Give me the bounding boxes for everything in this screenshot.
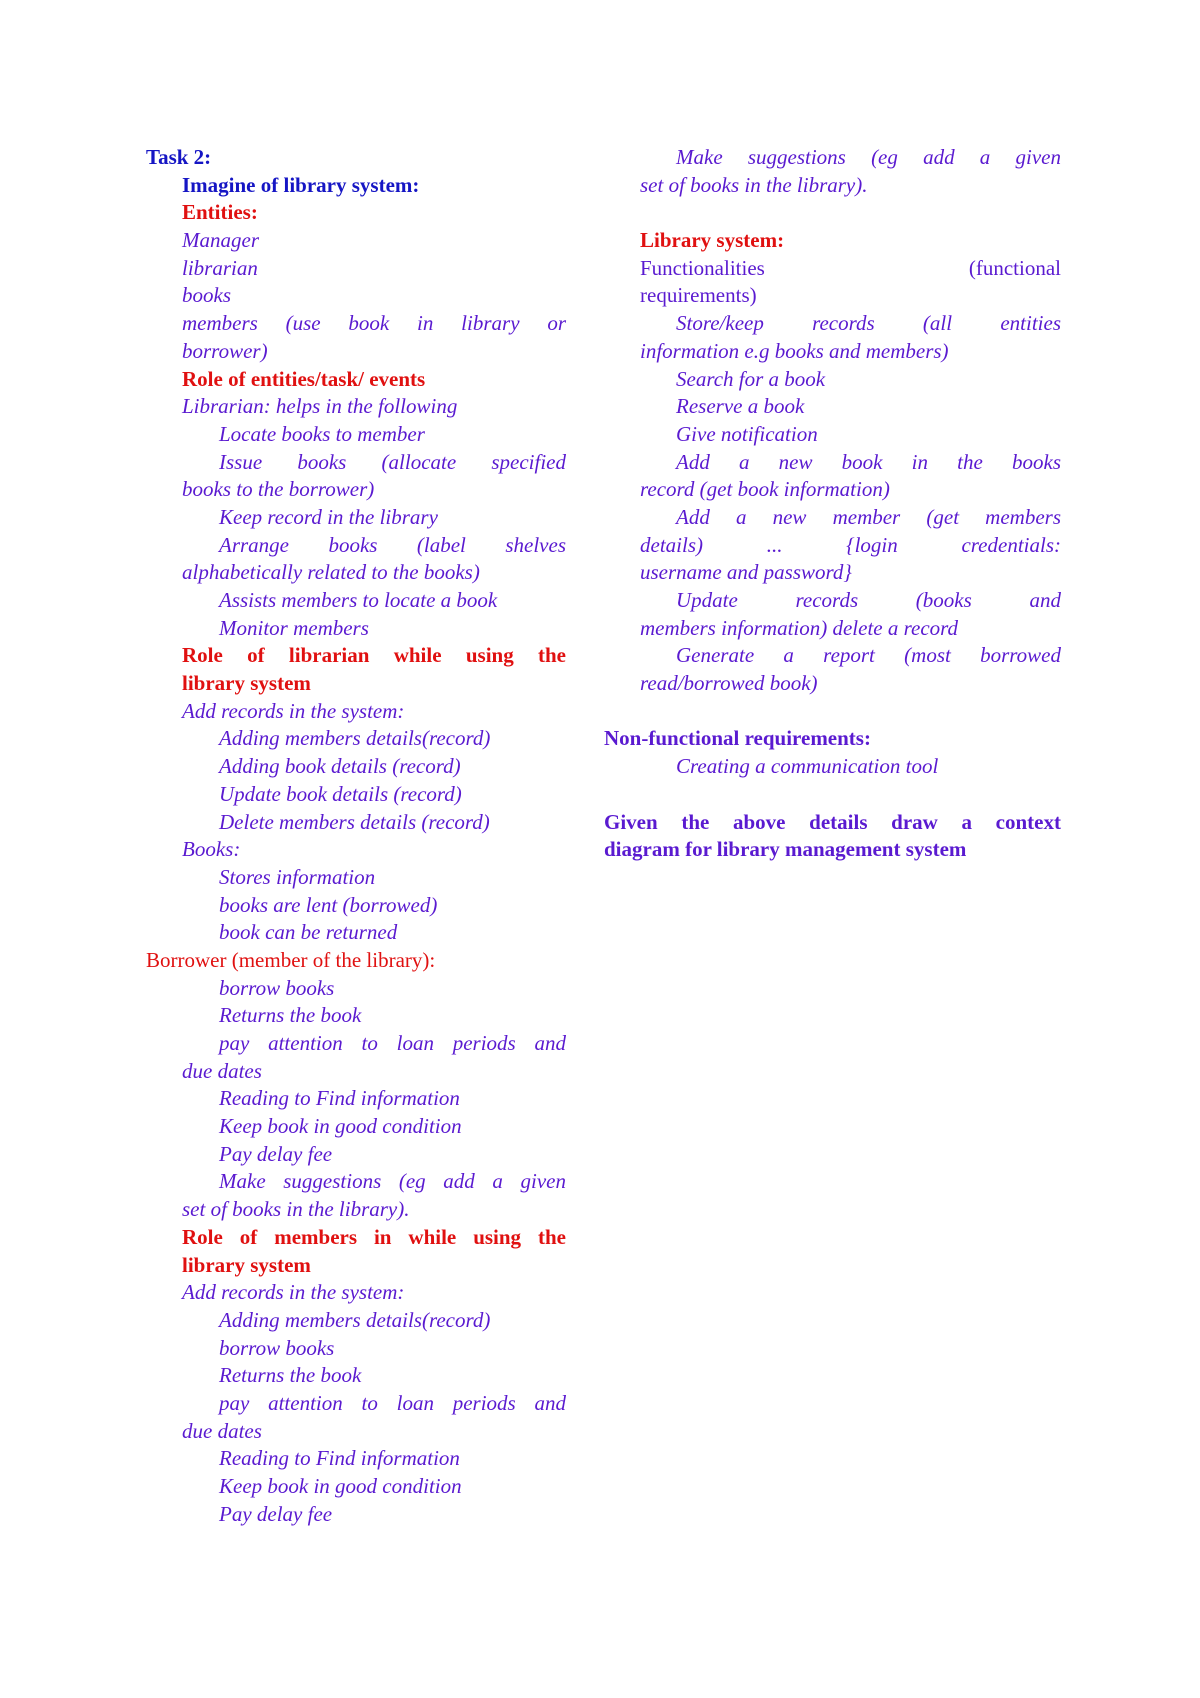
books-label: Books: bbox=[182, 837, 241, 862]
add-records-item: Adding book details (record) bbox=[219, 754, 461, 779]
spacer bbox=[640, 781, 1061, 809]
add-records-item: pay attention to loan periods and bbox=[219, 1390, 566, 1415]
add-records-item: Returns the book bbox=[219, 1363, 362, 1388]
librarian-item: Issue books (allocate specified bbox=[219, 449, 566, 474]
functional-item: Store/keep records (all entities bbox=[676, 311, 1061, 336]
add-records-item: borrow books bbox=[219, 1335, 335, 1360]
functionalities-line: Functionalities (functional bbox=[640, 255, 1061, 280]
functionalities-line: requirements) bbox=[640, 283, 757, 308]
spacer bbox=[640, 698, 1061, 726]
nonfunctional-item: Creating a communication tool bbox=[676, 754, 939, 779]
functional-item: members information) delete a record bbox=[640, 615, 959, 640]
add-records-item: Delete members details (record) bbox=[219, 809, 490, 834]
add-records-label: Add records in the system: bbox=[182, 1280, 405, 1305]
add-records-item: Update book details (record) bbox=[219, 781, 462, 806]
functional-item: Search for a book bbox=[676, 366, 826, 391]
entity-item: librarian bbox=[182, 255, 258, 280]
suggestion-line: set of books in the library). bbox=[640, 172, 868, 197]
borrower-item: due dates bbox=[182, 1058, 262, 1083]
functional-item: record (get book information) bbox=[640, 477, 890, 502]
borrower-item: set of books in the library). bbox=[182, 1197, 410, 1222]
add-records-item: Adding members details(record) bbox=[219, 726, 491, 751]
borrower-item: Reading to Find information bbox=[219, 1086, 460, 1111]
functional-item: information e.g books and members) bbox=[640, 338, 949, 363]
add-records-item: Adding members details(record) bbox=[219, 1307, 491, 1332]
nonfunctional-heading: Non-functional requirements: bbox=[604, 726, 871, 751]
add-records-label: Add records in the system: bbox=[182, 698, 405, 723]
entity-item: Manager bbox=[182, 228, 259, 253]
functional-item: username and password} bbox=[640, 560, 852, 585]
librarian-item: Monitor members bbox=[219, 615, 369, 640]
add-records-item: Keep book in good condition bbox=[219, 1474, 462, 1498]
borrower-item: pay attention to loan periods and bbox=[219, 1031, 566, 1055]
conclusion-line: Given the above details draw a context bbox=[604, 809, 1061, 834]
librarian-item: alphabetically related to the books) bbox=[182, 560, 480, 585]
role-members-heading: Role of members in while using the bbox=[182, 1224, 566, 1249]
functional-item: Update records (books and bbox=[676, 588, 1061, 612]
entity-item: books bbox=[182, 283, 231, 308]
librarian-item: Keep record in the library bbox=[219, 504, 438, 529]
task-title: Task 2: bbox=[146, 145, 212, 169]
add-records-item: Pay delay fee bbox=[219, 1501, 333, 1526]
functional-item: details) ... {login credentials: bbox=[640, 532, 1061, 557]
librarian-item: Locate books to member bbox=[219, 421, 425, 446]
imagine-heading: Imagine of library system: bbox=[182, 172, 420, 197]
borrower-heading: Borrower (member of the library): bbox=[146, 947, 436, 972]
books-item: book can be returned bbox=[219, 920, 398, 945]
conclusion-line: diagram for library management system bbox=[604, 837, 967, 862]
library-system-heading: Library system: bbox=[640, 228, 785, 253]
role-members-heading: library system bbox=[182, 1252, 311, 1277]
spacer bbox=[640, 199, 1061, 227]
left-column bbox=[146, 144, 566, 1528]
functional-item: Reserve a book bbox=[676, 394, 805, 419]
entity-item: members (use book in library or bbox=[182, 311, 566, 336]
borrower-item: Make suggestions (eg add a given bbox=[219, 1169, 566, 1194]
borrower-item: Pay delay fee bbox=[219, 1141, 333, 1166]
suggestion-line: Make suggestions (eg add a given bbox=[676, 145, 1061, 169]
functional-item: Generate a report (most borrowed bbox=[676, 643, 1061, 668]
books-item: books are lent (borrowed) bbox=[219, 892, 438, 917]
functional-item: Add a new book in the books bbox=[676, 449, 1061, 474]
borrower-item: Returns the book bbox=[219, 1003, 362, 1028]
books-item: Stores information bbox=[219, 864, 376, 889]
add-records-item: due dates bbox=[182, 1418, 262, 1443]
borrower-item: Keep book in good condition bbox=[219, 1114, 462, 1139]
functional-item: read/borrowed book) bbox=[640, 671, 818, 696]
librarian-item: books to the borrower) bbox=[182, 477, 375, 502]
functional-item: Add a new member (get members bbox=[676, 504, 1061, 529]
entities-heading: Entities: bbox=[182, 200, 258, 225]
role-heading: Role of entities/task/ events bbox=[182, 366, 426, 391]
add-records-item: Reading to Find information bbox=[219, 1446, 460, 1471]
librarian-item: Arrange books (label shelves bbox=[219, 532, 566, 557]
entity-item: borrower) bbox=[182, 338, 268, 363]
functional-item: Give notification bbox=[676, 421, 818, 446]
borrower-item: borrow books bbox=[219, 975, 335, 1000]
librarian-item: Assists members to locate a book bbox=[219, 588, 498, 612]
librarian-intro: Librarian: helps in the following bbox=[182, 394, 458, 419]
role-librarian-heading: Role of librarian while using the bbox=[182, 643, 566, 668]
right-column bbox=[604, 144, 1061, 864]
role-librarian-heading: library system bbox=[182, 671, 311, 696]
